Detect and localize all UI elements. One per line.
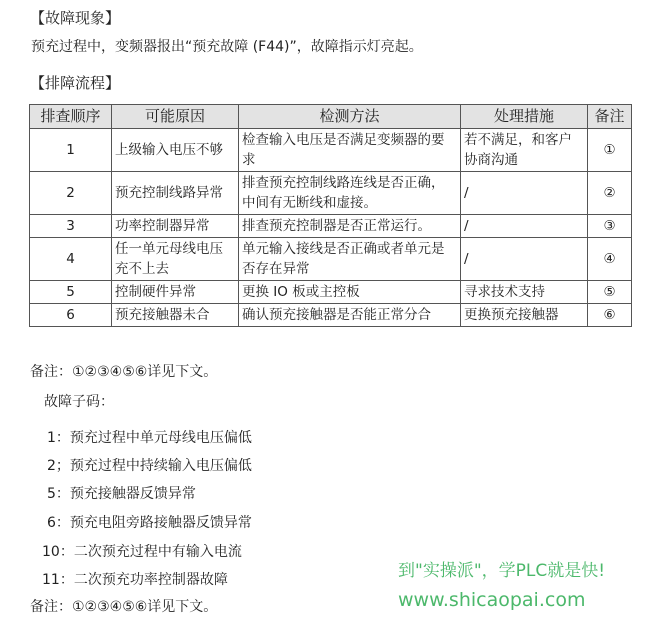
subcode-item: 5：预充接触器反馈异常 (47, 486, 196, 502)
subcode-item: 11：二次预充功率控制器故障 (42, 572, 228, 588)
fault-symptom-text: 预充过程中，变频器报出“预充故障 (F44)”，故障指示灯亮起。 (31, 39, 423, 55)
watermark-url: www.shicaopai.com (398, 589, 586, 611)
cell-cause: 任一单元母线电压充不上去 (112, 238, 239, 281)
cell-order: 1 (30, 129, 112, 172)
header-method: 检测方法 (239, 105, 461, 129)
cell-cause: 控制硬件异常 (112, 281, 239, 304)
subcode-item: 6：预充电阻旁路接触器反馈异常 (47, 515, 252, 531)
table-row (30, 304, 632, 327)
header-order: 排查顺序 (30, 105, 112, 129)
subcode-item: 10：二次预充过程中有输入电流 (42, 544, 242, 560)
cell-method: 确认预充接触器是否能正常分合 (239, 304, 461, 327)
cell-order: 2 (30, 172, 112, 215)
cell-cause: 功率控制器异常 (112, 215, 239, 238)
subcode-title: 故障子码： (44, 394, 114, 410)
cell-action: 更换预充接触器 (461, 304, 588, 327)
cell-method: 单元输入接线是否正确或者单元是否存在异常 (239, 238, 461, 281)
cell-order: 6 (30, 304, 112, 327)
table-row (30, 215, 632, 238)
header-action: 处理措施 (461, 105, 588, 129)
cell-action: / (461, 238, 588, 281)
cell-action: 寻求技术支持 (461, 281, 588, 304)
cell-order: 3 (30, 215, 112, 238)
troubleshooting-heading: 【排障流程】 (30, 74, 121, 92)
table-row (30, 129, 632, 172)
cell-note: ⑤ (588, 281, 632, 304)
cell-order: 5 (30, 281, 112, 304)
watermark-slogan: 到"实操派"，学PLC就是快! (398, 561, 606, 581)
cell-action: / (461, 215, 588, 238)
cell-note: ③ (588, 215, 632, 238)
cell-note: ② (588, 172, 632, 215)
cell-action: 若不满足，和客户协商沟通 (461, 129, 588, 172)
cell-method: 检查输入电压是否满足变频器的要求 (239, 129, 461, 172)
cell-method: 排查预充控制器是否正常运行。 (239, 215, 461, 238)
cell-method: 排查预充控制线路连线是否正确，中间有无断线和虚接。 (239, 172, 461, 215)
subcode-item: 2；预充过程中持续输入电压偏低 (47, 458, 252, 474)
cell-note: ⑥ (588, 304, 632, 327)
cell-note: ① (588, 129, 632, 172)
fault-symptom-heading: 【故障现象】 (30, 9, 121, 27)
cell-action: / (461, 172, 588, 215)
troubleshooting-table (29, 104, 632, 327)
subcode-item: 1：预充过程中单元母线电压偏低 (47, 430, 252, 446)
cell-note: ④ (588, 238, 632, 281)
cell-method: 更换 IO 板或主控板 (239, 281, 461, 304)
cell-cause: 上级输入电压不够 (112, 129, 239, 172)
table-row (30, 281, 632, 304)
cell-cause: 预充接触器未合 (112, 304, 239, 327)
header-note: 备注 (588, 105, 632, 129)
table-header-row (30, 105, 632, 129)
remark-note-1: 备注：①②③④⑤⑥详见下文。 (30, 364, 218, 380)
cell-cause: 预充控制线路异常 (112, 172, 239, 215)
header-cause: 可能原因 (112, 105, 239, 129)
cell-order: 4 (30, 238, 112, 281)
table-row (30, 238, 632, 281)
table-row (30, 172, 632, 215)
remark-note-2: 备注：①②③④⑤⑥详见下文。 (30, 599, 218, 615)
